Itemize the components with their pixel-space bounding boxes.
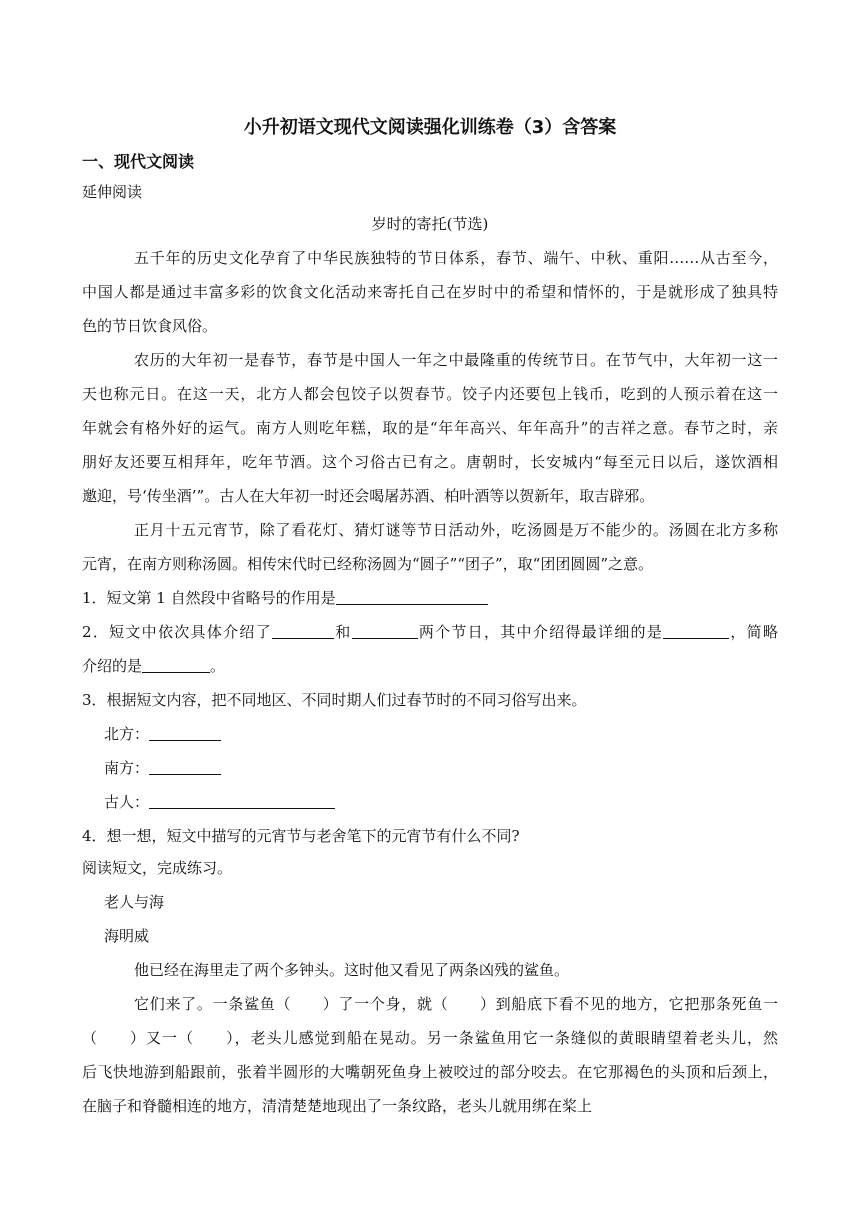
- question-2-text: ，简略: [729, 623, 778, 641]
- answer-blank[interactable]: [142, 658, 210, 673]
- paragraph-line: 朋好友还要互相拜年，吃年节酒。这个习俗古已有之。唐朝时，长安城内“每至元日以后，遂饮酒相: [82, 453, 778, 471]
- answer-blank[interactable]: [149, 760, 221, 775]
- story-author: 海明威: [104, 927, 150, 945]
- answer-blank[interactable]: [336, 590, 488, 605]
- question-2-text: 两个节日，其中介绍得最详细的是: [417, 623, 664, 641]
- paragraph-line: 元宵，在南方则称汤圆。相传宋代时已经称汤圆为“圆子”“团子”，取“团团圆圆”之意。: [82, 555, 654, 573]
- paragraph-line: 农历的大年初一是春节，春节是中国人一年之中最隆重的传统节日。在节气中，大年初一这一: [134, 351, 778, 369]
- question-2-text: 2．短文中依次具体介绍了: [82, 623, 272, 641]
- q3-south: [104, 758, 221, 778]
- paragraph-line: （ ）又一（ ），老头儿感觉到船在晃动。另一条鲨鱼用它一条缝似的黄眼睛望着老头儿，然: [82, 1029, 778, 1047]
- part2-instruction: 阅读短文，完成练习。: [82, 859, 233, 877]
- paragraph-line: 正月十五元宵节，除了看花灯、猜灯谜等节日活动外，吃汤圆是万不能少的。汤圆在北方多称: [134, 521, 778, 539]
- question-4: 4．想一想，短文中描写的元宵节与老舍笔下的元宵节有什么不同?: [82, 827, 520, 845]
- paragraph-line: 色的节日饮食风俗。: [82, 317, 218, 335]
- question-2-cont: [82, 656, 225, 676]
- answer-blank[interactable]: [272, 624, 334, 639]
- question-2-text: 。: [210, 657, 226, 675]
- question-1-text: 1．短文第 1 自然段中省略号的作用是: [82, 589, 336, 607]
- q3-south-label: 南方：: [104, 759, 150, 777]
- paragraph-line: 它们来了。一条鲨鱼（ ）了一个身，就（ ）到船底下看不见的地方，它把那条死鱼一: [134, 995, 778, 1013]
- story-title: 老人与海: [104, 893, 165, 911]
- paragraph-line: 后飞快地游到船跟前，张着半圆形的大嘴朝死鱼身上被咬过的部分咬去。在它那褐色的头顶和后颈上，: [82, 1063, 778, 1081]
- paragraph-line: 天也称元日。在这一天，北方人都会包饺子以贺春节。饺子内还要包上钱币，吃到的人预示着在这一: [82, 385, 778, 403]
- q3-north: [104, 724, 221, 744]
- section-heading: 一、现代文阅读: [82, 152, 195, 171]
- answer-blank[interactable]: [149, 794, 335, 809]
- answer-blank[interactable]: [149, 726, 221, 741]
- q3-ancient-label: 古人：: [104, 793, 150, 811]
- article-title: 岁时的寄托(节选): [371, 215, 489, 233]
- q3-ancient: [104, 792, 335, 812]
- answer-blank[interactable]: [352, 624, 418, 639]
- paragraph-line: 中国人都是通过丰富多彩的饮食文化活动来寄托自己在岁时中的希望和情怀的，于是就形成了独具特: [82, 283, 778, 301]
- question-2-text: 介绍的是: [82, 657, 143, 675]
- paragraph-line: 邀迎，号‘传坐酒’”。古人在大年初一时还会喝屠苏酒、柏叶酒等以贺新年，取吉辟邪。: [82, 487, 655, 505]
- page-title: 小升初语文现代文阅读强化训练卷（3）含答案: [243, 117, 617, 138]
- q3-north-label: 北方：: [104, 725, 150, 743]
- question-3: 3．根据短文内容，把不同地区、不同时期人们过春节时的不同习俗写出来。: [82, 691, 587, 709]
- question-2-text: 和: [333, 623, 352, 641]
- paragraph-line: 在脑子和脊髓相连的地方，清清楚楚地现出了一条纹路，老头儿就用绑在桨上: [82, 1097, 593, 1115]
- question-2: [82, 622, 778, 642]
- paragraph-line: 他已经在海里走了两个多钟头。这时他又看见了两条凶残的鲨鱼。: [134, 961, 570, 979]
- question-1: [82, 588, 488, 608]
- paragraph-line: 五千年的历史文化孕育了中华民族独特的节日体系，春节、端午、中秋、重阳……从古至今，: [134, 249, 778, 267]
- part1-label: 延伸阅读: [82, 183, 143, 201]
- answer-blank[interactable]: [663, 624, 729, 639]
- paragraph-line: 年就会有格外好的运气。南方人则吃年糕，取的是“年年高兴、年年高升”的吉祥之意。春节之时，亲: [82, 419, 778, 437]
